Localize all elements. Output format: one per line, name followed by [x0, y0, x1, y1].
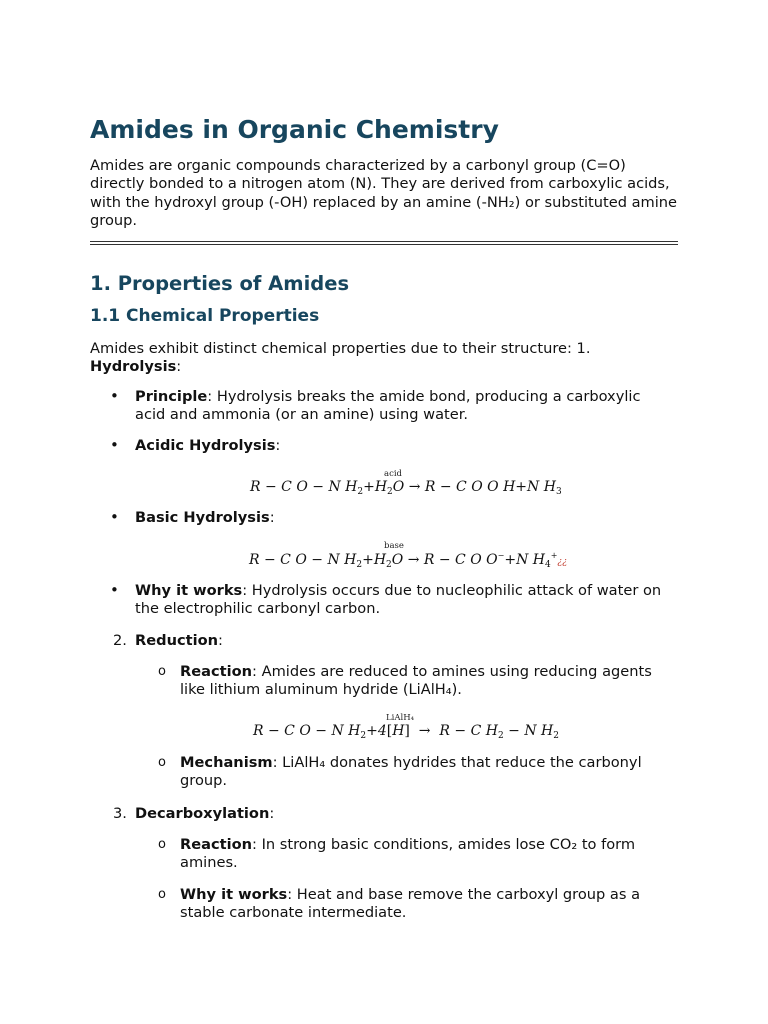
acidic-hydrolysis-item [135, 437, 280, 455]
acidic-hydrolysis-equation: R − C O − N $H_2+H_2O \to R - C$ O O H+N $H_3$ [250, 479, 562, 497]
reduction-reaction-item [180, 663, 675, 700]
section-divider [90, 241, 678, 245]
basic-label: Basic Hydrolysis [135, 509, 270, 526]
lead-bold: Hydrolysis [90, 358, 177, 376]
why-it-works-item [135, 582, 675, 619]
decarboxylation-why-text: : Heat and base remove the carboxyl group as a stable carbonate intermediate. [180, 886, 641, 922]
reduction-reaction-label: Reaction [180, 663, 253, 680]
colon: : [269, 805, 275, 822]
reduction-reaction-text: : Amides are reduced to amines using reducing agents like lithium aluminum hydride (LiAlH₄). [180, 663, 652, 699]
reduction-item [135, 632, 223, 650]
base-condition-label: base [384, 541, 404, 551]
render-artifact: ¿¿ [557, 557, 568, 567]
list-number: 2. [113, 632, 127, 649]
lead-text: Amides exhibit distinct chemical properties due to their structure: 1. [90, 340, 591, 357]
acid-condition-label: acid [384, 469, 402, 479]
colon: : [218, 632, 223, 649]
section-heading: 1. Properties of Amides [90, 272, 350, 295]
principle-label: Principle [135, 388, 208, 405]
intro-paragraph: Amides are organic compounds characterized by a carbonyl group (C=O) directly bonded to a nitrogen atom (N). They are derived from carboxylic acids, with the hydroxyl group (-OH) replaced by an amine (-NH₂) or substituted amine group. [90, 157, 678, 229]
lead-colon: : [176, 358, 182, 376]
decarboxylation-reaction-label: Reaction [180, 836, 253, 853]
sub-bullet-marker: o [158, 887, 166, 902]
decarboxylation-label: Decarboxylation [135, 805, 270, 822]
sub-bullet-marker: o [158, 837, 166, 852]
mechanism-text: : LiAlH₄ donates hydrides that reduce the carbonyl group. [180, 754, 642, 790]
reduction-mechanism-item [180, 754, 675, 791]
principle-item [135, 388, 675, 425]
sub-bullet-marker: o [158, 755, 166, 770]
decarboxylation-item [135, 805, 274, 823]
bullet-marker: • [110, 508, 119, 526]
basic-hydrolysis-equation: R − C O − N $H_2+H_2O \to R - C$ O O−+N $H_4^+¿¿$ [249, 551, 568, 570]
bullet-marker: • [110, 387, 119, 405]
page-title: Amides in Organic Chemistry [90, 115, 499, 144]
lead-paragraph [90, 340, 680, 377]
colon: : [269, 509, 275, 526]
reduction-equation: R − C O − N $H_2+4[H] \to R - C$ $H_2 - N$ $H_2$ [253, 723, 559, 741]
list-number: 3. [113, 805, 127, 822]
basic-hydrolysis-item [135, 509, 275, 527]
bullet-marker: • [110, 581, 119, 599]
mechanism-label: Mechanism [180, 754, 273, 771]
decarboxylation-reaction-item [180, 836, 675, 873]
why-label: Why it works [135, 582, 243, 599]
why-text: : Hydrolysis occurs due to nucleophilic attack of water on the electrophilic carbonyl carbon. [135, 582, 662, 618]
colon: : [275, 437, 281, 454]
decarboxylation-reaction-text: : In strong basic conditions, amides lose CO₂ to form amines. [180, 836, 636, 872]
decarboxylation-why-item [180, 886, 675, 923]
subsection-heading: 1.1 Chemical Properties [90, 306, 320, 326]
lialh4-condition-label: LiAlH₄ [386, 713, 415, 723]
bullet-marker: • [110, 436, 119, 454]
acidic-label: Acidic Hydrolysis [135, 437, 276, 454]
reduction-label: Reduction [135, 632, 219, 649]
decarboxylation-why-label: Why it works [180, 886, 288, 903]
principle-text: : Hydrolysis breaks the amide bond, producing a carboxylic acid and ammonia (or an amine) using water. [135, 388, 641, 424]
sub-bullet-marker: o [158, 664, 166, 679]
